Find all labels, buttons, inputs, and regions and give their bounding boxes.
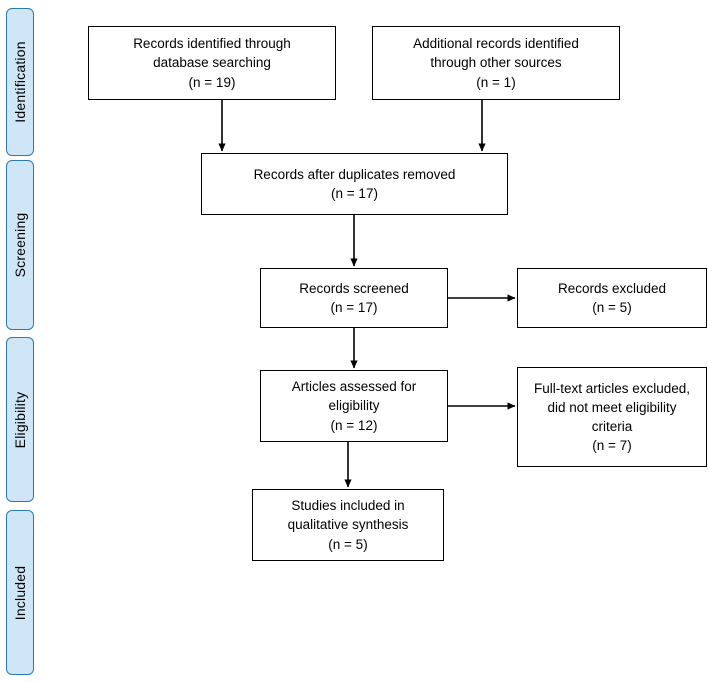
node-text-line: qualitative synthesis <box>287 517 409 533</box>
node-text-line: (n = 1) <box>476 74 516 90</box>
node-records-excluded <box>517 268 707 328</box>
node-additional-records-other-sources <box>372 26 620 100</box>
node-text-line: Records after duplicates removed <box>253 166 456 182</box>
node-text-line: did not meet eligibility <box>547 399 677 415</box>
phase-label: Eligibility <box>12 391 28 448</box>
phase-label: Identification <box>12 41 28 123</box>
phase-screening <box>6 160 34 330</box>
node-articles-assessed-eligibility <box>260 370 448 442</box>
phase-eligibility <box>6 337 34 502</box>
node-text-line: (n = 12) <box>330 417 378 433</box>
node-records-screened <box>260 268 448 328</box>
node-studies-included-qualitative <box>252 489 444 561</box>
node-text-line: (n = 5) <box>592 300 632 315</box>
node-records-after-duplicates-removed <box>201 153 508 215</box>
node-text-line: (n = 17) <box>331 186 378 201</box>
node-text-line: database searching <box>153 55 271 71</box>
node-text-line: eligibility <box>328 398 380 414</box>
node-text-line: Records identified through <box>133 36 291 52</box>
node-text-line: (n = 17) <box>330 300 378 315</box>
phase-identification <box>6 8 34 156</box>
node-text-line: Records screened <box>299 280 409 296</box>
node-text-line: through other sources <box>430 55 562 71</box>
node-text-line: criteria <box>591 419 633 434</box>
node-text-line: (n = 5) <box>328 536 368 552</box>
phase-included <box>6 510 34 675</box>
node-text-line: Articles assessed for <box>291 379 417 395</box>
node-records-identified-database <box>88 26 336 100</box>
node-text-line: Additional records identified <box>413 36 579 52</box>
node-text-line: Full-text articles excluded, <box>533 380 691 396</box>
node-full-text-articles-excluded <box>517 367 707 467</box>
phase-label: Screening <box>12 212 28 278</box>
phase-label: Included <box>12 565 28 620</box>
node-text-line: (n = 19) <box>188 74 236 90</box>
node-text-line: (n = 7) <box>592 438 632 454</box>
node-text-line: Studies included in <box>291 498 405 514</box>
node-text-line: Records excluded <box>557 280 667 296</box>
